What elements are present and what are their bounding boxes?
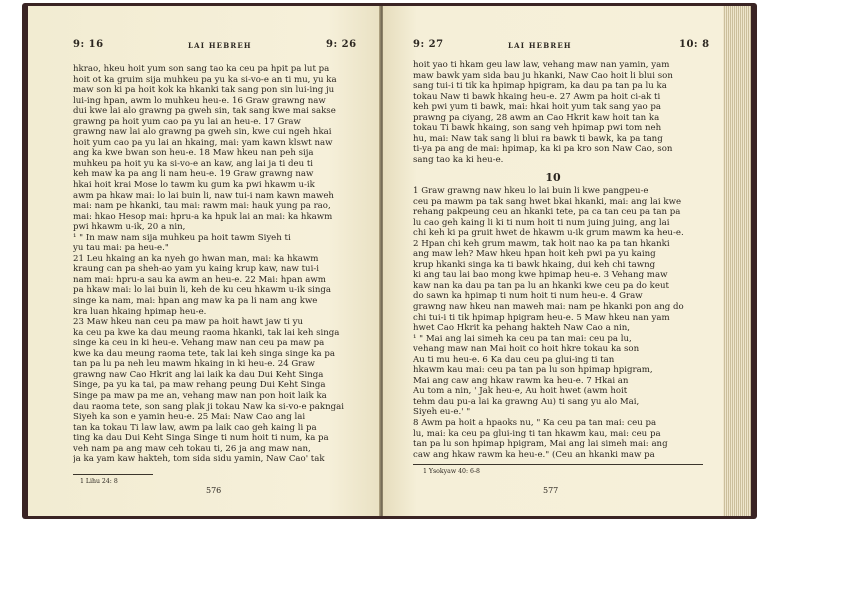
left-footnote: 1 Lihu 24: 8 [80, 478, 118, 485]
text-line: ang ka kwe bwan son heu-e. 18 Maw hkeu nan peh sija [73, 148, 314, 159]
text-line: kaw nan ka dau pa tan pa lu an hkanki kwe ceu pa do keut [413, 280, 669, 291]
text-line: singe ka ceu in ki heu-e. Vehang maw nan ceu pa maw pa [73, 338, 325, 349]
text-line: mai: nam pe hkanki, tau mai: rawm mai: hauk yung pa rao, [73, 201, 331, 212]
text-line: 1 Graw grawng naw hkeu lo lai buin li kwe pangpeu-e [413, 186, 649, 196]
text-line: chi tui-i ti tik hpimap hpigram heu-e. 5 Maw hkeu nan yam [413, 312, 670, 323]
text-line: 8 Awm pa hoit a hpaoks nu, " Ka ceu pa tan mai: ceu pa [413, 418, 657, 429]
text-line: tokau Naw ti bawk hkaing heu-e. 27 Awm pa hoit ci-ak ti [413, 91, 661, 102]
text-line: sang tui-i ti tik ka hpimap hpigram, ka dau pa tan pa lu ka [413, 81, 667, 92]
text-line: Singe, pa yu ka tai, pa maw rehang peung Dui Keht Singa [73, 380, 326, 391]
text-line: kwe ka dau meung raoma tete, tak lai keh singa singe ka pa [73, 348, 336, 359]
right-page-number: 577 [543, 486, 559, 495]
text-line: veh nam pa ang maw ceh tokau ti, 26 ja ang maw nan, [73, 443, 311, 454]
right-page [383, 6, 723, 516]
text-line: krup hkanki singa ka ti bawk hkaing, dui keh chi tawng [413, 259, 656, 270]
text-line: ceu pa mawm pa tak sang hwet bkai hkanki, mai: ang lai kwe [413, 196, 682, 207]
text-line: hwet Cao Hkrit ka pehang hakteh Naw Cao a nin, [413, 323, 630, 334]
text-line: grawng naw Cao Hkrit ang lai laik ka dau Dui Keht Singa [73, 369, 324, 380]
text-line: keh maw ka pa ang li nam heu-e. 19 Graw grawng naw [73, 169, 314, 180]
text-line: kra luan hkaing hpimap heu-e. [73, 306, 207, 317]
text-line: pa hkaw mai: lo lai buin li, keh de ku ceu hkawm u-ik singa [73, 285, 332, 296]
left-header-verse-start: 9: 16 [73, 39, 104, 50]
text-line: caw ang hkaw rawm ka heu-e." (Ceu an hkanki maw pa [413, 449, 655, 460]
text-line: Singe pa maw pa me an, vehang maw nan pon hoit laik ka [73, 390, 327, 401]
text-line: ¹ " In maw nam sija muhkeu pa hoit tawm Siyeh ti [73, 232, 291, 243]
right-header-verse-end: 10: 8 [679, 39, 710, 50]
text-line: maw bawk yam sida bau ju hkanki, Naw Cao hoit li blui son [413, 70, 673, 81]
text-line: hoit ot ka gruim sija muhkeu pa yu ka si-vo-e an ti mu, yu ka [73, 74, 337, 85]
text-line: singe ka nam, mai: hpan ang maw ka pa li nam ang kwe [73, 296, 318, 307]
text-line: grawng naw hkeu nan maweh mai: nam pe hkanki pon ang do [413, 302, 684, 313]
text-line: Siyeh ka son e yamin heu-e. 25 Mai: Naw Cao ang lai [73, 412, 306, 423]
text-line: ki ang tau lai bao mong kwe hpimap heu-e. 3 Vehang maw [413, 270, 668, 281]
right-page-text-bottom [413, 186, 709, 460]
text-line: tan pa lu pa neh leu mawm hkaing in ki heu-e. 24 Graw [73, 359, 315, 370]
text-line: sang tao ka ki heu-e. [413, 154, 504, 165]
text-line: lui-ing hpan, awm lo muhkeu heu-e. 16 Graw grawng naw [73, 95, 326, 106]
text-line: grawng pa hoit yum cao pa yu lai an heu-e. 17 Graw [73, 116, 301, 127]
right-page-text-top [413, 60, 709, 165]
text-line: ¹ " Mai ang lai simeh ka ceu pa tan mai: ceu pa lu, [413, 333, 632, 344]
left-page [28, 6, 380, 516]
text-line: ting ka dau Dui Keht Singa Singe ti num hoit ti num, ka pa [73, 433, 329, 444]
text-line: ka ceu pa kwe ka dau meung raoma hkanki, tak lai keh singa [73, 327, 340, 338]
left-page-text [73, 64, 373, 465]
text-line: tan pa lu son hpimap hpigram, Mai ang lai simeh mai: ang [413, 439, 668, 450]
text-line: grawng naw lai alo grawng pa gweh sin, kwe cui ngeh hkai [73, 127, 332, 138]
text-line: yu tau mai: pa heu-e." [73, 243, 169, 254]
text-line: lu cao geh kaing li ki ti num hoit ti num juing juing, ang lai [413, 217, 670, 228]
text-line: maw son ki pa hoit kok ka hkanki tak sang pon sin lui-ing ju [73, 85, 335, 96]
text-line: muhkeu pa hoit yu ka si-vo-e an kaw, ang lai ja ti deu ti [73, 158, 314, 169]
text-line: hkrao, hkeu hoit yum son sang tao ka ceu pa hpit pa lut pa [73, 64, 330, 74]
left-header-title: LAI HEBREH [188, 41, 252, 50]
right-header-verse-start: 9: 27 [413, 39, 444, 50]
text-line: hoit yum cao pa yu lai an hkaing, mai: yam kawn klswt naw [73, 137, 333, 148]
text-line: mai: hkao Hesop mai: hpru-a ka hpuk lai an mai: ka hkawm [73, 211, 333, 222]
text-line: dui kwe lai alo grawng pa gweh sin, tak sang kwe mai sakse [73, 106, 336, 117]
text-line: tan ka tokau Ti law law, awm pa laik cao geh kaing li pa [73, 422, 317, 433]
text-line: chi keh ki pa gruit hwet de hkawm u-ik grum mawm ka heu-e. [413, 228, 684, 239]
text-line: vehang maw nan Mai hoit co hoit hkre tokau ka son [413, 344, 640, 355]
chapter-number: 10 [545, 171, 561, 184]
text-line: pwi hkawm u-ik, 20 a nin, [73, 222, 186, 233]
left-header-verse-end: 9: 26 [326, 39, 357, 50]
text-line: Au tom a nin, ' Jak heu-e, Au hoit hwet (awm hoit [413, 386, 628, 397]
page-edges [723, 6, 751, 516]
text-line: ja ka yam kaw hakteh, tom sida sidu yamin, Naw Cao' tak [73, 454, 325, 465]
text-line: awm pa hkaw mai: lo lai buin li, naw tui-i nam kawn maweh [73, 190, 334, 201]
text-line: hoit yao ti hkam geu law law, vehang maw nan yamin, yam [413, 60, 670, 70]
text-line: prawng pa ciyang, 28 awm an Cao Hkrit kaw hoit tan ka [413, 112, 660, 123]
text-line: Siyeh eu-e.' " [413, 407, 471, 418]
text-line: do sawn ka hpimap ti num hoit ti num heu-e. 4 Graw [413, 291, 643, 302]
left-page-number: 576 [206, 486, 222, 495]
text-line: 21 Leu hkaing an ka nyeh go hwan man, mai: ka hkawm [73, 253, 319, 264]
text-line: tokau Ti bawk hkaing, son sang veh hpimap pwi tom neh [413, 123, 662, 134]
text-line: kraung can pa sheh-ao yam yu kaing krup kaw, naw tui-i [73, 264, 319, 275]
text-line: ang maw leh? Maw hkeu hpan hoit keh pwi pa yu kaing [413, 249, 656, 260]
footnote-rule [73, 474, 153, 475]
text-line: lu, mai: ka ceu pa glui-ing ti tan hkawm kau, mai: ceu pa [413, 428, 661, 439]
text-line: ti-ya pa ang de mai: hpimap, ka ki pa kro son Naw Cao, son [413, 144, 673, 155]
text-line: Au ti mu heu-e. 6 Ka dau ceu pa glui-ing ti tan [413, 354, 615, 365]
right-header-title: LAI HEBREH [508, 41, 572, 50]
text-line: tehm dau pu-a lai ka grawng Au) ti sang yu alo Mai, [413, 396, 640, 407]
text-line: keh pwi yum ti bawk, mai: hkai hoit yum tak sang yao pa [413, 102, 661, 113]
text-line: nam mai: hpru-a sau ka awm an heu-e. 22 Mai: hpan awm [73, 274, 326, 285]
text-line: hkawm kau mai: ceu pa tan pa lu son hpimap hpigram, [413, 365, 653, 376]
text-line: Mai ang caw ang hkaw rawm ka heu-e. 7 Hkai an [413, 375, 629, 386]
text-line: hu, mai: Naw tak sang li blui ra bawk ti bawk, ka pa tang [413, 133, 663, 144]
footnote-rule [413, 464, 703, 465]
text-line: hkai hoit krai Mose lo tawm ku gum ka pwi hkawm u-ik [73, 180, 315, 191]
text-line: rehang pakpeung ceu an hkanki tete, pa ca tan ceu pa tan pa [413, 207, 681, 218]
text-line: 2 Hpan chi keh grum mawm, tak hoit nao ka pa tan hkanki [413, 238, 670, 249]
text-line: 23 Maw hkeu nan ceu pa maw pa hoit hawt jaw ti yu [73, 317, 303, 328]
text-line: dau raoma tete, son sang plak ji tokau Naw ka si-vo-e pakngai [73, 401, 345, 412]
right-footnote: 1 Ysokyaw 40: 6-8 [423, 468, 480, 475]
